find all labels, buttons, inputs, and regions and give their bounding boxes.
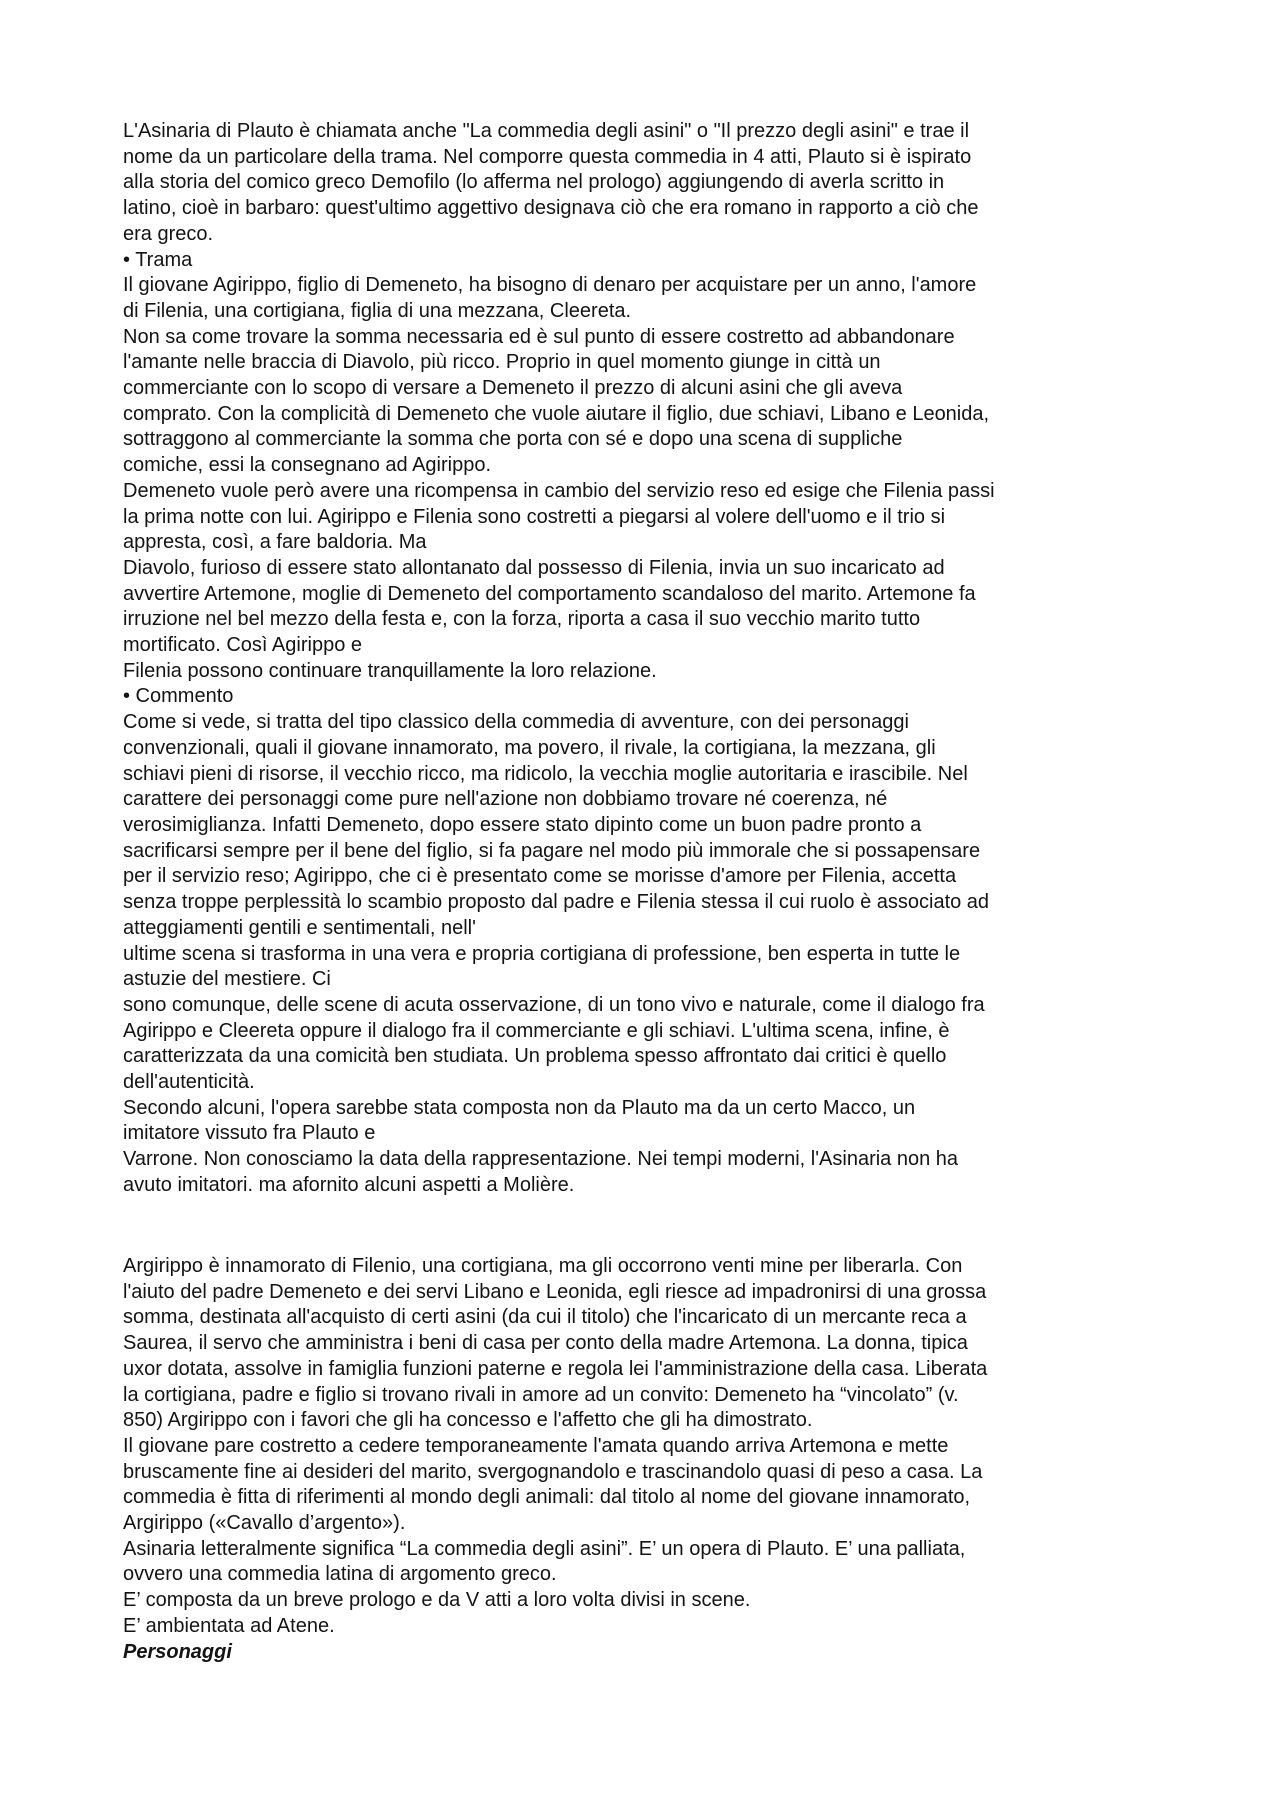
text-line: Varrone. Non conosciamo la data della rappresentazione. Nei tempi moderni, l'Asinaria non ha: [123, 1148, 959, 1171]
text-line: Filenia possono continuare tranquillamente la loro relazione.: [123, 659, 657, 682]
text-line: somma, destinata all'acquisto di certi asini (da cui il titolo) che l'incaricato di un mercante reca a: [123, 1306, 967, 1329]
text-line: mortificato. Così Agirippo e: [123, 634, 362, 657]
text-line: la cortigiana, padre e figlio si trovano rivali in amore ad un convito: Demeneto ha “vincolato” (v.: [123, 1383, 959, 1406]
text-line: Asinaria letteralmente significa “La commedia degli asini”. E’ un opera di Plauto. E’ una palliata,: [123, 1537, 966, 1560]
text-line: la prima notte con lui. Agirippo e Filenia sono costretti a piegarsi al volere dell'uomo e il trio si: [123, 505, 946, 528]
text-line: sono comunque, delle scene di acuta osservazione, di un tono vivo e naturale, come il dialogo fra: [123, 993, 985, 1016]
text-line: • Commento: [123, 685, 234, 708]
text-line: bruscamente fine ai desideri del marito, svergognandolo e trascinandolo quasi di peso a casa. La: [123, 1460, 983, 1483]
text-line: schiavi pieni di risorse, il vecchio ricco, ma ridicolo, la vecchia moglie autoritaria e irascibile. Nel: [123, 762, 968, 785]
plot-summary-text: [123, 119, 1163, 1199]
text-line: commerciante con lo scopo di versare a Demeneto il prezzo di alcuni asini che gli aveva: [123, 377, 903, 400]
text-line: dell'autenticità.: [123, 1071, 255, 1094]
text-line: astuzie del mestiere. Ci: [123, 968, 331, 991]
text-line: carattere dei personaggi come pure nell'azione non dobbiamo trovare né coerenza, né: [123, 788, 888, 811]
text-line: senza troppe perplessità lo scambio proposto dal padre e Filenia stessa il cui ruolo è associato ad: [123, 891, 990, 914]
text-line: irruzione nel bel mezzo della festa e, con la forza, riporta a casa il suo vecchio marito tutto: [123, 608, 921, 631]
text-line: commedia è fitta di riferimenti al mondo degli animali: dal titolo al nome del giovane innamorato,: [123, 1486, 971, 1509]
text-line: caratterizzata da una comicità ben studiata. Un problema spesso affrontato dai critici è quello: [123, 1045, 947, 1068]
text-line: nome da un particolare della trama. Nel comporre questa commedia in 4 atti, Plauto si è ispirato: [123, 145, 972, 168]
text-line: alla storia del comico greco Demofilo (lo afferma nel prologo) aggiungendo di averla scritto in: [123, 171, 945, 194]
text-line: 850) Argirippo con i favori che gli ha concesso e l'affetto che gli ha dimostrato.: [123, 1409, 813, 1432]
text-line: Saurea, il servo che amministra i beni di casa per conto della madre Artemona. La donna, tipica: [123, 1332, 968, 1355]
text-line: latino, cioè in barbaro: quest'ultimo aggettivo designava ciò che era romano in rapporto a ciò che: [123, 197, 979, 220]
text-line: ovvero una commedia latina di argomento greco.: [123, 1563, 557, 1586]
text-line: sacrificarsi sempre per il bene del figlio, si fa pagare nel modo più immorale che si possapensare: [123, 839, 981, 862]
text-line: Il giovane pare costretto a cedere temporaneamente l'amata quando arriva Artemona e mette: [123, 1434, 949, 1457]
text-line: Agirippo e Cleereta oppure il dialogo fra il commerciante e gli schiavi. L'ultima scena, infine, è: [123, 1019, 950, 1042]
text-line: Demeneto vuole però avere una ricompensa in cambio del servizio reso ed esige che Filenia passi: [123, 479, 995, 502]
text-line: per il servizio reso; Agirippo, che ci è presentato come se morisse d'amore per Filenia, accetta: [123, 865, 957, 888]
text-line: Argirippo («Cavallo d’argento»).: [123, 1512, 406, 1535]
section-heading-personaggi: Personaggi: [123, 1640, 232, 1663]
text-line: l'aiuto del padre Demeneto e dei servi Libano e Leonida, egli riesce ad impadronirsi di una grossa: [123, 1280, 987, 1303]
text-line: atteggiamenti gentili e sentimentali, nell': [123, 916, 476, 939]
text-line: Non sa come trovare la somma necessaria ed è sul punto di essere costretto ad abbandonare: [123, 325, 955, 348]
text-line: ultime scena si trasforma in una vera e propria cortigiana di professione, ben esperta in tutte le: [123, 942, 961, 965]
text-line: • Trama: [123, 248, 193, 271]
text-line: convenzionali, quali il giovane innamorato, ma povero, il rivale, la cortigiana, la mezzana, gli: [123, 736, 936, 759]
text-line: E’ ambientata ad Atene.: [123, 1614, 335, 1637]
text-line: l'amante nelle braccia di Diavolo, più ricco. Proprio in quel momento giunge in città un: [123, 351, 881, 374]
text-line: verosimiglianza. Infatti Demeneto, dopo essere stato dipinto come un buon padre pronto a: [123, 813, 922, 836]
text-line: Come si vede, si tratta del tipo classico della commedia di avventure, con dei personaggi: [123, 711, 909, 734]
argument-text: [123, 1254, 1163, 1665]
text-line: avvertire Artemone, moglie di Demeneto del comportamento scandaloso del marito. Artemone fa: [123, 582, 976, 605]
argument-lines: [123, 1254, 1163, 1640]
text-line: di Filenia, una cortigiana, figlia di una mezzana, Cleereta.: [123, 299, 632, 322]
text-line: Argirippo è innamorato di Filenio, una cortigiana, ma gli occorrono venti mine per liberarla. Con: [123, 1255, 963, 1277]
text-line: comprato. Con la complicità di Demeneto che vuole aiutare il figlio, due schiavi, Libano e Leonida,: [123, 402, 990, 425]
text-line: Il giovane Agirippo, figlio di Demeneto, ha bisogno di denaro per acquistare per un anno, l'amore: [123, 274, 977, 297]
text-line: Secondo alcuni, l'opera sarebbe stata composta non da Plauto ma da un certo Macco, un: [123, 1096, 916, 1119]
text-line: era greco.: [123, 222, 214, 245]
text-line: comiche, essi la consegnano ad Agirippo.: [123, 454, 492, 477]
text-line: Diavolo, furioso di essere stato allontanato dal possesso di Filenia, invia un suo incaricato ad: [123, 556, 945, 579]
text-line: appresta, così, a fare baldoria. Ma: [123, 531, 427, 554]
text-line: sottraggono al commerciante la somma che porta con sé e dopo una scena di suppliche: [123, 428, 903, 451]
text-line: E’ composta da un breve prologo e da V atti a loro volta divisi in scene.: [123, 1589, 751, 1612]
text-line: uxor dotata, assolve in famiglia funzioni paterne e regola lei l'amministrazione della casa. Liberata: [123, 1357, 988, 1380]
text-line: avuto imitatori. ma afornito alcuni aspetti a Molière.: [123, 1173, 575, 1196]
text-line: imitatore vissuto fra Plauto e: [123, 1122, 376, 1145]
text-line: L'Asinaria di Plauto è chiamata anche "La commedia degli asini" o "Il prezzo degli asini" e trae il: [123, 120, 970, 142]
